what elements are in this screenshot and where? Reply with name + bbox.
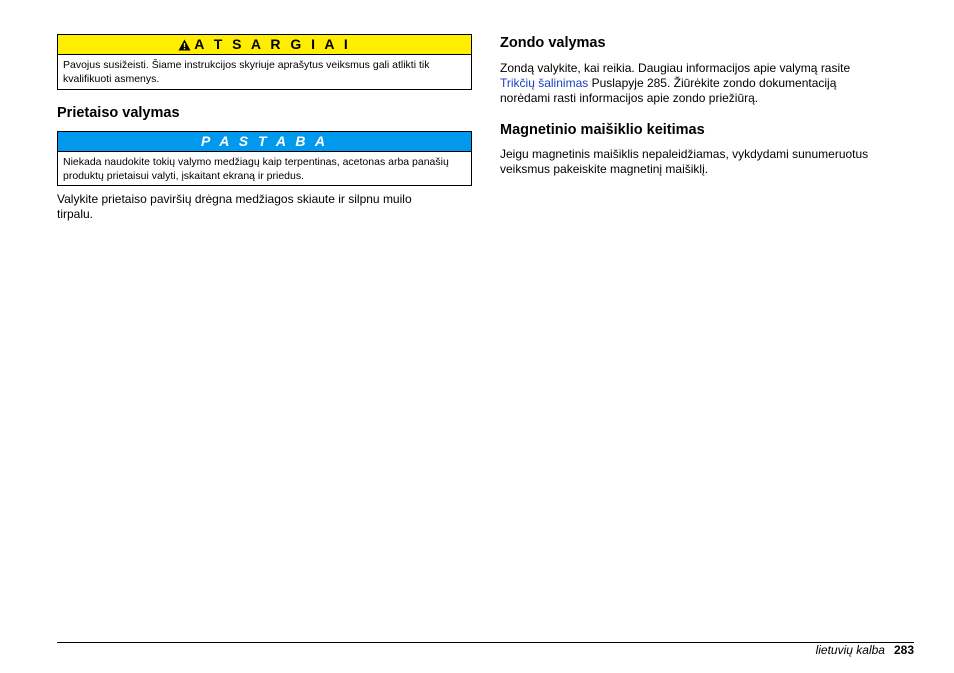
right-column (500, 34, 900, 177)
probe-cleaning-body (500, 61, 880, 106)
probe-cleaning-text-after: Puslapyje 285. Žiūrėkite zondo dokumentaciją norėdami rasti informacijos apie zondo priežiūrą. (500, 76, 837, 105)
left-column (57, 34, 472, 222)
note-text: Niekada naudokite tokių valymo medžiagų kaip terpentinas, acetonas arba panašių produktų prietaisui valyti, įskaitant ekraną ir priedus. (63, 156, 449, 182)
caution-heading-text: A T S A R G I A I (194, 36, 351, 52)
note-heading: P A S T A B A (58, 132, 471, 152)
stirrer-replacement-body: Jeigu magnetinis maišiklis nepaleidžiamas, vykdydami sunumeruotus veiksmus pakeiskite magnetinį maišiklį. (500, 147, 869, 176)
device-cleaning-title: Prietaiso valymas (57, 105, 180, 121)
device-cleaning-body: Valykite prietaiso paviršių drėgna medžiagos skiaute ir silpnu muilo tirpalu. (57, 192, 412, 221)
stirrer-replacement-title: Magnetinio maišiklio keitimas (500, 122, 705, 138)
note-box (57, 131, 472, 186)
footer-language: lietuvių kalba (815, 643, 885, 657)
warning-triangle-icon (178, 37, 191, 56)
footer-divider (57, 642, 914, 643)
caution-heading (58, 35, 471, 55)
page-footer (816, 643, 914, 657)
caution-text: Pavojus susižeisti. Šiame instrukcijos skyriuje aprašytus veiksmus gali atlikti tik kvalifikuoti asmenys. (63, 59, 430, 85)
page-number: 283 (893, 643, 914, 657)
troubleshooting-link[interactable]: Trikčių šalinimas (500, 76, 589, 90)
probe-cleaning-text-before: Zondą valykite, kai reikia. Daugiau informacijos apie valymą rasite (500, 61, 851, 75)
caution-box (57, 34, 472, 90)
probe-cleaning-title: Zondo valymas (500, 35, 606, 51)
